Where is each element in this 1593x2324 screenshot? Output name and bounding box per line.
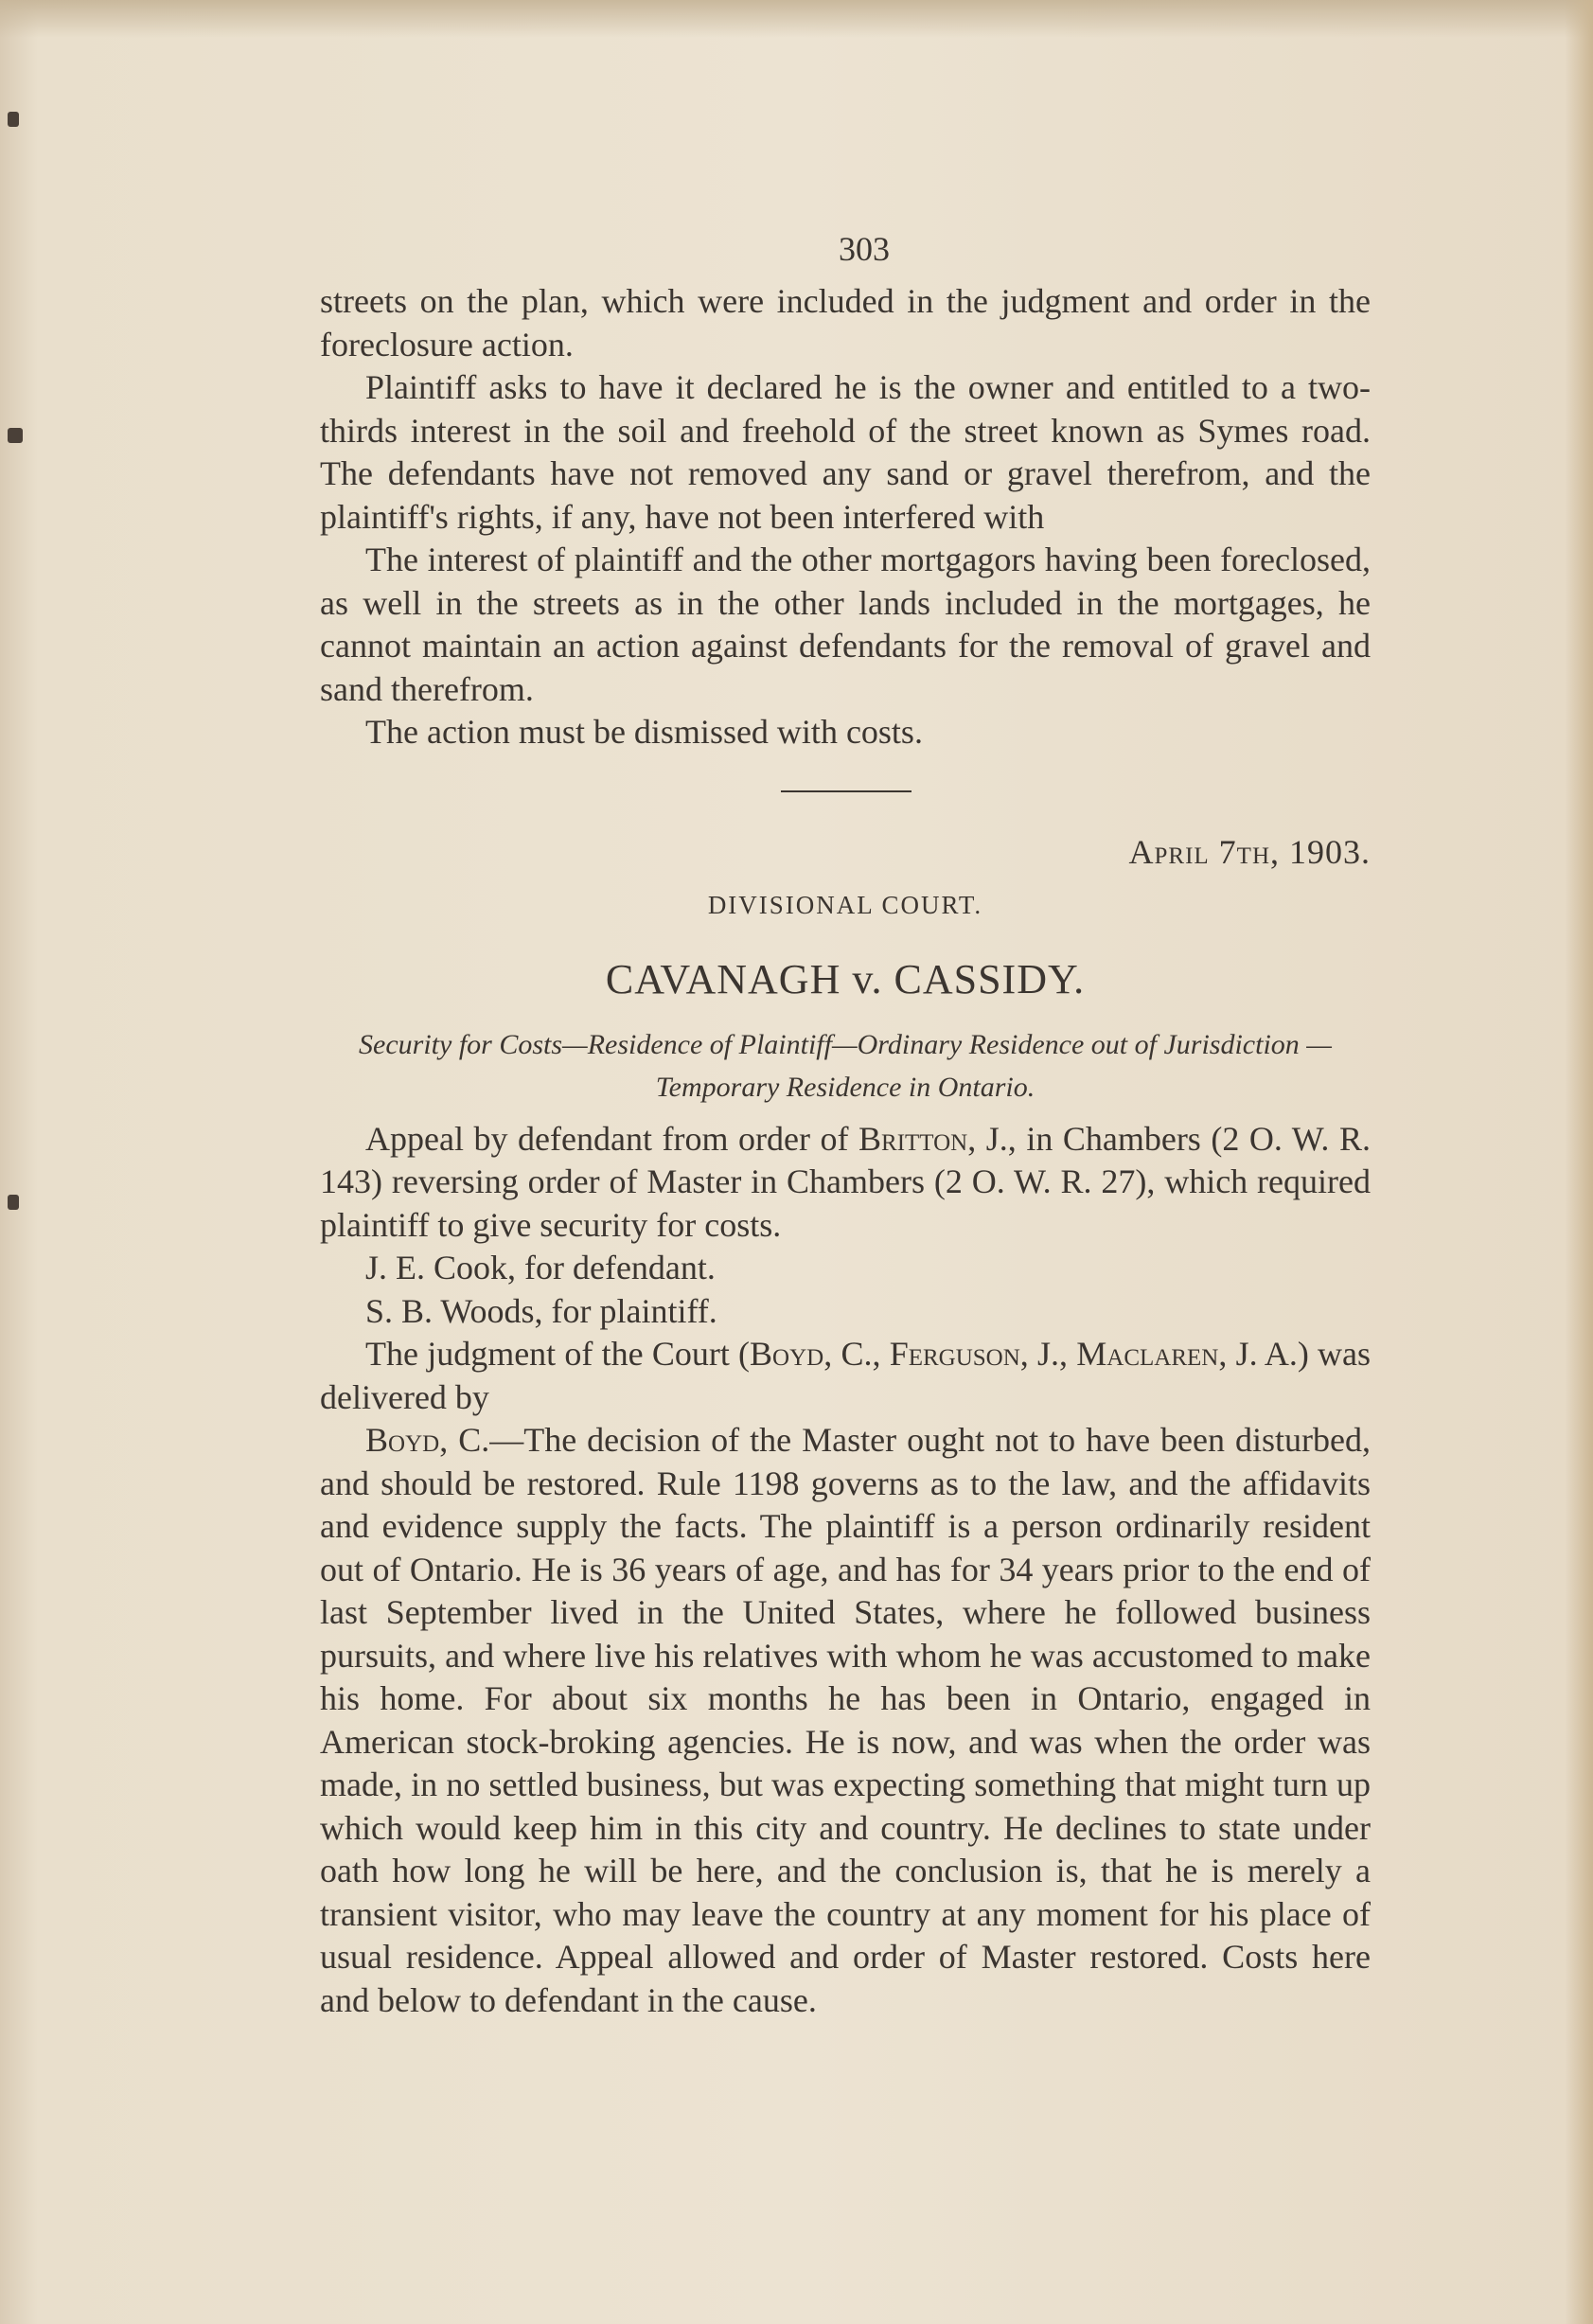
judge-name: Boyd xyxy=(750,1335,824,1373)
paragraph: Plaintiff asks to have it declared he is the owner and entitled to a two-thirds interest in the soil and freehold of the street known as Symes road. The defendants have not removed any sand or gravel therefrom, and the plaintiff's rights, if any, have not been interfered with xyxy=(320,368,1371,536)
case-title: CAVANAGH v. CASSIDY. xyxy=(605,955,1086,1002)
intro-text: , J., xyxy=(1019,1335,1077,1373)
opinion-text: , C.—The decision of the Master ought not to have been disturbed, and should be restored. Rule 1198 governs as to the law, and the affidavits and evidence supply the facts. The plaintiff is a person ordinarily resident out of Ontario. He is 36 years of age, and has for 34 years prior to the end of last September lived in the United States, where he followed business pursuits, and where live his relatives with whom he was accustomed to make his home. For about six months he has been in Ontario, engaged in American stock-broking agencies. He is now, and was when the order was made, in no settled business, but was expecting something that might turn up which would keep him in this city and country. He declines to state under oath how long he will be here, and the conclusion is, that he is merely a transient visitor, who may leave the country at any moment for his place of usual residence. Appeal allowed and order of Master restored. Costs here and below to defendant in the cause. xyxy=(320,1421,1371,2019)
case-headnote: Security for Costs—Residence of Plaintiff—Ordinary Residence out of Jurisdiction —Temporary Residence in Ontario. xyxy=(359,1028,1332,1103)
judgment-intro xyxy=(320,1333,1371,1419)
binding-mark xyxy=(8,112,19,127)
page-content xyxy=(320,225,1371,2022)
opinion-paragraph xyxy=(320,1419,1371,2022)
counsel-plaintiff: S. B. Woods, for plaintiff. xyxy=(365,1291,717,1330)
intro-text: The judgment of the Court ( xyxy=(365,1335,751,1373)
judge-name: Maclaren xyxy=(1076,1335,1219,1373)
section-divider xyxy=(320,754,1371,817)
appeal-paragraph xyxy=(320,1118,1371,1248)
paragraph: streets on the plan, which were included in the judgment and order in the foreclosure action. xyxy=(320,282,1371,364)
paragraph: The action must be dismissed with costs. xyxy=(365,713,923,751)
appeal-text: Appeal by defendant from order of xyxy=(365,1119,859,1158)
case-date: April 7th, 1903. xyxy=(1128,832,1371,871)
page-right-edge xyxy=(1565,0,1593,2324)
opinion-author: Boyd xyxy=(365,1421,440,1459)
paragraph: The interest of plaintiff and the other mortgagors having been foreclosed, as well in the streets as in the other lands included in the mortgages, he cannot maintain an action against defendants for the removal of gravel and sand therefrom. xyxy=(320,541,1371,708)
divider-rule xyxy=(781,790,912,792)
counsel-defendant: J. E. Cook, for defendant. xyxy=(365,1249,716,1286)
intro-text: , C., xyxy=(823,1335,890,1373)
judge-name: Ferguson xyxy=(889,1335,1020,1373)
appeal-text: , J., in Chambers (2 O. W. R. 143) reversing order of Master in Chambers (2 O. W. R. 27), which required plaintiff to give security for costs. xyxy=(320,1119,1371,1244)
binding-mark xyxy=(8,428,23,443)
page-top-shadow xyxy=(0,0,1593,38)
intro-text: , J. A.) was delivered by xyxy=(320,1335,1372,1416)
court-name: DIVISIONAL COURT. xyxy=(707,890,983,919)
judge-name: Britton xyxy=(858,1119,968,1158)
binding-mark xyxy=(8,1195,19,1210)
page-number: 303 xyxy=(839,230,890,268)
